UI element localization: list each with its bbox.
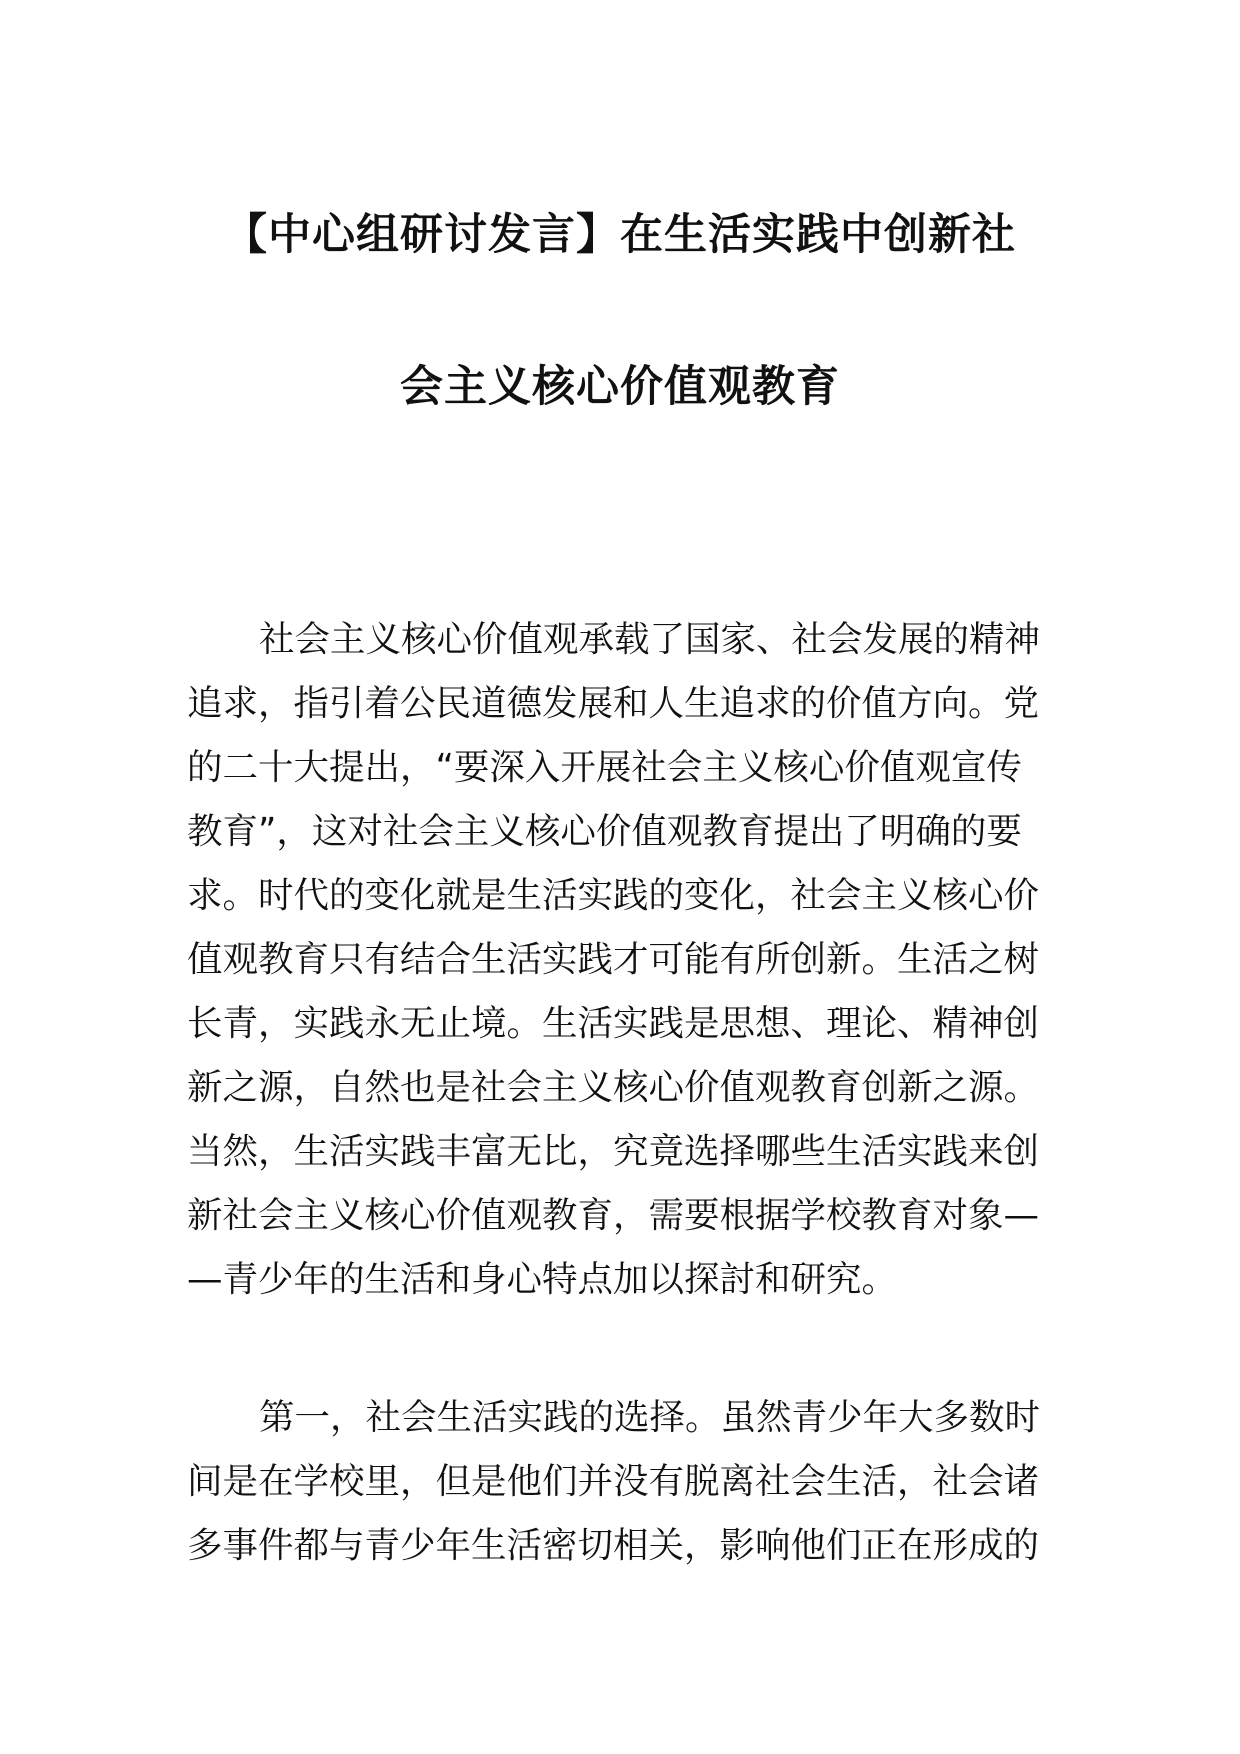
paragraph-2: [187, 1386, 1053, 1578]
paragraph-line: 新社会主义核心价值观教育，需要根据学校教育对象—: [187, 1195, 1040, 1236]
document-title-line-1: 【中心组研讨发言】在生活实践中创新社: [224, 210, 1016, 260]
paragraph-1: [187, 608, 1053, 1312]
paragraph-line: 多事件都与青少年生活密切相关，影响他们正在形成的: [187, 1525, 1040, 1566]
document-title-line-2: 会主义核心价值观教育: [400, 362, 840, 412]
paragraph-line: 第一，社会生活实践的选择。虽然青少年大多数时: [259, 1397, 1041, 1438]
paragraph-line: 追求，指引着公民道德发展和人生追求的价值方向。党: [187, 683, 1040, 724]
paragraph-line: 间是在学校里，但是他们并没有脱离社会生活，社会诸: [187, 1461, 1040, 1502]
paragraph-line: 求。时代的变化就是生活实践的变化，社会主义核心价: [187, 875, 1040, 916]
paragraph-line: 社会主义核心价值观承载了国家、社会发展的精神: [259, 619, 1041, 660]
paragraph-line: 当然，生活实践丰富无比，究竟选择哪些生活实践来创: [187, 1131, 1040, 1172]
paragraph-line: 长青，实践永无止境。生活实践是思想、理论、精神创: [187, 1003, 1040, 1044]
paragraph-line: 值观教育只有结合生活实践才可能有所创新。生活之树: [187, 939, 1040, 980]
paragraph-line: —青少年的生活和身心特点加以探討和研究。: [187, 1259, 898, 1300]
paragraph-line: 的二十大提出，“要深入开展社会主义核心价值观宣传: [187, 747, 1022, 788]
paragraph-line: 新之源，自然也是社会主义核心价值观教育创新之源。: [187, 1067, 1040, 1108]
paragraph-line: 教育”，这对社会主义核心价值观教育提出了明确的要: [187, 811, 1022, 852]
